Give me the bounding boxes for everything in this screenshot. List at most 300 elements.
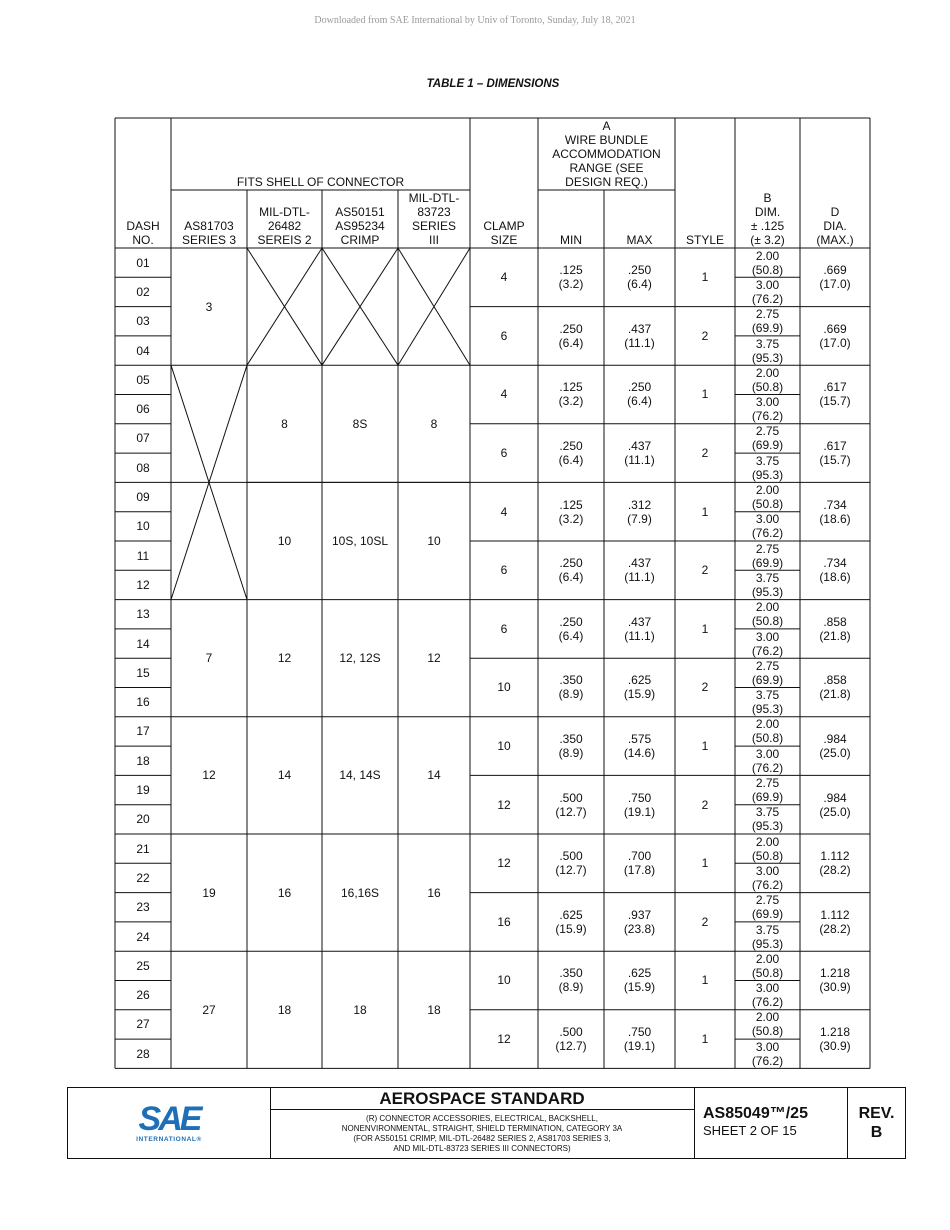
dash-number xyxy=(115,424,171,453)
style-value xyxy=(675,482,735,541)
cell-text: .500 xyxy=(559,849,583,864)
range-min xyxy=(538,365,604,424)
cell-text: 04 xyxy=(136,343,150,358)
cell-text: (76.2) xyxy=(751,643,784,658)
range-min xyxy=(538,834,604,893)
cell-text: (23.8) xyxy=(623,921,656,936)
cell-text: .625 xyxy=(627,673,652,688)
header-b-dim xyxy=(735,118,800,248)
cell-text: 1 xyxy=(701,387,709,402)
clamp-size xyxy=(470,248,538,307)
cell-text: (6.4) xyxy=(558,453,584,468)
header-as81703 xyxy=(171,190,247,248)
cell-text: 2.75 xyxy=(755,893,780,908)
cell-text: CLAMP xyxy=(483,219,525,233)
cell-text: 14, 14S xyxy=(339,768,381,783)
range-min xyxy=(538,248,604,307)
cell-text: 12 xyxy=(277,651,292,666)
cell-text: (28.2) xyxy=(819,921,851,936)
cell-text: (95.3) xyxy=(751,467,784,482)
range-min xyxy=(538,717,604,776)
cell-text: (18.6) xyxy=(819,511,851,526)
header-mil83723 xyxy=(398,190,470,248)
b-dim-short xyxy=(735,834,800,863)
cell-text: 12, 12S xyxy=(339,651,381,666)
cell-text: DASH xyxy=(126,219,160,233)
cell-text: 11 xyxy=(136,548,150,563)
cell-text: (69.9) xyxy=(751,672,784,687)
header-max xyxy=(604,190,675,248)
cell-text: 10 xyxy=(497,680,511,695)
range-min xyxy=(538,307,604,366)
cell-text: 4 xyxy=(500,504,508,519)
cell-text: (MAX.) xyxy=(816,233,854,247)
range-max xyxy=(604,600,675,659)
connector-as81703 xyxy=(171,248,247,365)
cell-text: 10 xyxy=(277,533,292,548)
b-dim-long xyxy=(735,863,800,892)
dash-number xyxy=(115,1039,171,1068)
b-dim-short xyxy=(735,541,800,570)
cell-text: (76.2) xyxy=(751,760,784,775)
cell-text: 3 xyxy=(205,299,213,314)
header-style xyxy=(675,118,735,248)
cell-text: 03 xyxy=(136,314,150,329)
dash-number xyxy=(115,893,171,922)
cell-text: (7.9) xyxy=(627,511,652,526)
cell-text: 3.75 xyxy=(755,922,780,937)
cell-text: .984 xyxy=(823,732,847,747)
range-min xyxy=(538,541,604,600)
connector-as50151 xyxy=(322,951,398,1068)
b-dim-short xyxy=(735,482,800,511)
cell-text: (50.8) xyxy=(751,497,784,512)
cell-text: ACCOMMODATION xyxy=(552,147,661,161)
cell-text: .669 xyxy=(823,263,847,278)
style-value xyxy=(675,365,735,424)
cell-text: (6.4) xyxy=(558,570,584,585)
cell-text: 27 xyxy=(202,1002,216,1017)
revision-value: B xyxy=(870,1124,883,1141)
cell-text: 3.00 xyxy=(755,395,780,410)
cell-text: (11.1) xyxy=(624,335,655,350)
cell-text: (17.0) xyxy=(819,277,851,292)
cell-text: (76.2) xyxy=(751,409,784,424)
connector-as50151 xyxy=(322,600,398,717)
cell-text: (50.8) xyxy=(751,614,784,629)
cell-text: 28 xyxy=(136,1046,150,1061)
b-dim-long xyxy=(735,395,800,424)
cell-text: (95.3) xyxy=(751,584,784,599)
range-max xyxy=(604,424,675,483)
b-dim-short xyxy=(735,893,800,922)
cell-text: 2 xyxy=(701,797,709,812)
cell-text: AS95234 xyxy=(335,219,385,233)
cell-text: 07 xyxy=(136,431,150,446)
cell-text: .312 xyxy=(627,497,652,512)
style-value xyxy=(675,307,735,366)
style-value xyxy=(675,600,735,659)
cell-text: (3.2) xyxy=(558,277,584,292)
clamp-size xyxy=(470,365,538,424)
cell-text: ± .125 xyxy=(750,219,785,233)
cell-text: A xyxy=(602,119,611,133)
sae-logo-mark: SAE xyxy=(138,1099,200,1138)
cell-text: 6 xyxy=(500,621,508,636)
cell-text: RANGE (SEE xyxy=(569,161,644,175)
connector-mil83723 xyxy=(398,834,470,951)
b-dim-short xyxy=(735,1010,800,1039)
dash-number xyxy=(115,336,171,365)
range-max xyxy=(604,717,675,776)
cell-text: 2.00 xyxy=(755,951,780,966)
cell-text: (50.8) xyxy=(751,379,784,394)
cell-text: (6.4) xyxy=(558,335,584,350)
cell-text: (50.8) xyxy=(751,731,784,746)
cell-text: .125 xyxy=(559,497,583,512)
b-dim-short xyxy=(735,307,800,336)
description-line: (R) CONNECTOR ACCESSORIES, ELECTRICAL, BACKSHELL, xyxy=(366,1114,598,1123)
range-min xyxy=(538,600,604,659)
cell-text: 3.00 xyxy=(755,277,780,292)
cell-text: .350 xyxy=(559,673,583,688)
cell-text: 6 xyxy=(500,446,508,461)
revision-label: REV. xyxy=(858,1105,895,1122)
cell-text: 2.00 xyxy=(755,834,780,849)
cell-text: 3.75 xyxy=(755,453,780,468)
b-dim-long xyxy=(735,746,800,775)
dash-number xyxy=(115,834,171,863)
d-dia-max xyxy=(800,717,870,776)
dash-number xyxy=(115,482,171,511)
cell-text: .858 xyxy=(823,673,847,688)
b-dim-long xyxy=(735,512,800,541)
connector-as81703 xyxy=(171,834,247,951)
cell-text: (76.2) xyxy=(751,1053,784,1068)
style-value xyxy=(675,717,735,776)
cell-text: 12 xyxy=(202,768,216,783)
cell-text: 23 xyxy=(136,900,150,915)
range-min xyxy=(538,658,604,717)
header-mil26482 xyxy=(247,190,322,248)
cell-text: 3.00 xyxy=(755,512,780,527)
b-dim-long xyxy=(735,453,800,482)
cell-text: MIN xyxy=(560,233,582,247)
d-dia-max xyxy=(800,248,870,307)
cell-text: 18 xyxy=(427,1002,441,1017)
cell-text: .250 xyxy=(559,556,583,571)
cell-text: 3.00 xyxy=(755,1039,780,1054)
cell-text: 6 xyxy=(500,563,508,578)
b-dim-long xyxy=(735,805,800,834)
cell-text: 2 xyxy=(701,446,709,461)
cell-text: .625 xyxy=(559,907,583,922)
cell-text: (6.4) xyxy=(627,277,652,292)
header-wire-bundle xyxy=(538,118,675,190)
style-value xyxy=(675,834,735,893)
sheet-number: SHEET 2 OF 15 xyxy=(703,1123,797,1138)
cell-text: 12 xyxy=(427,651,441,666)
cell-text: III xyxy=(428,233,439,247)
cell-text: (69.9) xyxy=(751,438,784,453)
b-dim-long xyxy=(735,1039,800,1068)
d-dia-max xyxy=(800,600,870,659)
dash-number xyxy=(115,951,171,980)
range-max xyxy=(604,775,675,834)
cell-text: 3.75 xyxy=(755,688,780,703)
range-max xyxy=(604,248,675,307)
dash-number xyxy=(115,746,171,775)
cell-text: .984 xyxy=(823,790,847,805)
cell-text: 16 xyxy=(427,885,441,900)
cell-text: 02 xyxy=(136,284,150,299)
cell-text: .575 xyxy=(627,732,652,747)
cell-text: 2.00 xyxy=(755,365,780,380)
cell-text: STYLE xyxy=(685,233,724,247)
cell-text: (69.9) xyxy=(751,907,784,922)
clamp-size xyxy=(470,482,538,541)
dash-number xyxy=(115,922,171,951)
cell-text: 4 xyxy=(500,387,508,402)
header-clamp-size xyxy=(470,118,538,248)
document-number-block xyxy=(694,1088,848,1158)
cell-text: 18 xyxy=(353,1002,367,1017)
dash-number xyxy=(115,453,171,482)
cell-text: 3.00 xyxy=(755,746,780,761)
clamp-size xyxy=(470,951,538,1010)
cell-text: 2.75 xyxy=(755,424,780,439)
cell-text: 12 xyxy=(497,797,511,812)
cell-text: (76.2) xyxy=(751,526,784,541)
cell-text: (8.9) xyxy=(558,687,584,702)
range-min xyxy=(538,893,604,952)
cell-text: 06 xyxy=(136,402,150,417)
cell-text: (15.9) xyxy=(555,921,587,936)
cell-text: (21.8) xyxy=(819,628,851,643)
cell-text: 14 xyxy=(427,768,441,783)
connector-mil83723 xyxy=(398,717,470,834)
dash-number xyxy=(115,658,171,687)
cell-text: .437 xyxy=(627,439,652,454)
clamp-size xyxy=(470,541,538,600)
cell-text: .250 xyxy=(559,321,583,336)
cell-text: CRIMP xyxy=(340,233,380,247)
b-dim-long xyxy=(735,981,800,1010)
d-dia-max xyxy=(800,951,870,1010)
cell-text: 19 xyxy=(136,783,150,798)
cell-text: AS81703 xyxy=(184,219,234,233)
cell-text: (69.9) xyxy=(751,790,784,805)
cell-text: .750 xyxy=(627,790,652,805)
cell-text: 19 xyxy=(202,885,216,900)
range-min xyxy=(538,482,604,541)
document-number: AS85049™/25 xyxy=(703,1105,808,1122)
cell-text: (11.1) xyxy=(624,628,655,643)
header-min xyxy=(538,190,604,248)
cell-text: 1.218 xyxy=(819,966,851,981)
clamp-size xyxy=(470,658,538,717)
download-watermark: Downloaded from SAE International by Univ of Toronto, Sunday, July 18, 2021 xyxy=(314,15,636,26)
clamp-size xyxy=(470,307,538,366)
title-block xyxy=(67,1087,906,1159)
clamp-size xyxy=(470,600,538,659)
cell-text: (17.0) xyxy=(819,335,851,350)
cell-text: .750 xyxy=(627,1025,652,1040)
connector-mil26482 xyxy=(247,482,322,599)
cell-text: .437 xyxy=(627,614,652,629)
d-dia-max xyxy=(800,307,870,366)
cell-text: 16 xyxy=(136,695,150,710)
cell-text: WIRE BUNDLE xyxy=(564,133,649,147)
cell-text: 10 xyxy=(497,973,511,988)
cell-text: (15.7) xyxy=(819,394,851,409)
clamp-size xyxy=(470,1010,538,1069)
dash-number xyxy=(115,717,171,746)
dash-number xyxy=(115,395,171,424)
d-dia-max xyxy=(800,893,870,952)
dash-number xyxy=(115,307,171,336)
b-dim-long xyxy=(735,336,800,365)
cell-text: 1 xyxy=(701,621,709,636)
cell-text: 8 xyxy=(430,416,438,431)
style-value xyxy=(675,541,735,600)
cell-text: 12 xyxy=(497,1032,511,1047)
cell-text: (69.9) xyxy=(751,321,784,336)
connector-mil83723 xyxy=(398,951,470,1068)
cell-text: SEREIS 2 xyxy=(257,233,312,247)
cell-text: 2 xyxy=(701,563,709,578)
dash-number xyxy=(115,981,171,1010)
cell-text: 13 xyxy=(136,607,150,622)
connector-mil83723 xyxy=(398,365,470,482)
cell-text: 18 xyxy=(277,1002,292,1017)
cell-text: DIM. xyxy=(754,205,781,219)
cell-text: .700 xyxy=(627,849,652,864)
cell-text: 24 xyxy=(136,929,150,944)
cell-text: (12.7) xyxy=(555,863,587,878)
connector-as50151 xyxy=(322,482,398,599)
cell-text: 3.75 xyxy=(755,336,780,351)
cell-text: .669 xyxy=(823,321,847,336)
cell-text: 1 xyxy=(701,270,709,285)
style-value xyxy=(675,658,735,717)
cell-text: 1.112 xyxy=(820,849,850,864)
cell-text: .625 xyxy=(627,966,652,981)
b-dim-short xyxy=(735,775,800,804)
cell-text: FITS SHELL OF CONNECTOR xyxy=(236,175,405,189)
cell-text: (69.9) xyxy=(751,555,784,570)
cell-text: .617 xyxy=(823,380,847,395)
cell-text: (95.3) xyxy=(751,702,784,717)
cell-text: D xyxy=(830,205,840,219)
table-title: TABLE 1 – DIMENSIONS xyxy=(426,78,560,90)
cell-text: B xyxy=(763,191,772,205)
cell-text: (8.9) xyxy=(558,746,584,761)
cell-text: 83723 xyxy=(417,205,451,219)
cell-text: 27 xyxy=(136,1017,150,1032)
cell-text: 21 xyxy=(136,841,150,856)
cell-text: (95.3) xyxy=(751,350,784,365)
dash-number xyxy=(115,277,171,306)
cell-text: NO. xyxy=(132,233,154,247)
cell-text: 2 xyxy=(701,328,709,343)
sae-logo-subtitle: INTERNATIONAL® xyxy=(136,1135,202,1143)
header-d-dia xyxy=(800,118,870,248)
connector-as81703 xyxy=(171,951,247,1068)
cell-text: 2.00 xyxy=(755,600,780,615)
style-value xyxy=(675,248,735,307)
cell-text: AS50151 xyxy=(335,205,385,219)
cell-text: 10 xyxy=(427,533,441,548)
cell-text: (17.8) xyxy=(623,863,656,878)
cell-text: (76.2) xyxy=(751,995,784,1010)
cell-text: 10 xyxy=(136,519,150,534)
b-dim-long xyxy=(735,922,800,951)
cell-text: 3.00 xyxy=(755,981,780,996)
cell-text: .734 xyxy=(823,497,847,512)
cell-text: .858 xyxy=(823,614,847,629)
dash-number xyxy=(115,629,171,658)
clamp-size xyxy=(470,834,538,893)
connector-as50151 xyxy=(322,365,398,482)
d-dia-max xyxy=(800,1010,870,1069)
cell-text: (76.2) xyxy=(751,291,784,306)
title-block-description xyxy=(270,1088,695,1158)
cell-text: 16 xyxy=(277,885,292,900)
b-dim-short xyxy=(735,717,800,746)
dash-number xyxy=(115,863,171,892)
b-dim-short xyxy=(735,248,800,277)
cell-text: .125 xyxy=(559,380,583,395)
cell-text: 12 xyxy=(136,577,150,592)
cell-text: 1 xyxy=(701,739,709,754)
cell-text: 12 xyxy=(497,856,511,871)
dash-number xyxy=(115,541,171,570)
b-dim-short xyxy=(735,424,800,453)
cell-text: (14.6) xyxy=(623,746,656,761)
b-dim-long xyxy=(735,688,800,717)
cell-text: 8 xyxy=(281,416,288,431)
cell-text: 2.75 xyxy=(755,541,780,556)
cell-text: 6 xyxy=(500,328,508,343)
connector-mil26482 xyxy=(247,717,322,834)
dash-number xyxy=(115,570,171,599)
revision-block xyxy=(848,1088,905,1158)
cell-text: (21.8) xyxy=(819,687,851,702)
cell-text: 14 xyxy=(277,768,292,783)
cell-text: .437 xyxy=(627,321,652,336)
cell-text: 8S xyxy=(352,416,368,431)
cell-text: (3.2) xyxy=(558,394,584,409)
cell-text: (15.7) xyxy=(819,453,851,468)
cell-text: MIL-DTL- xyxy=(408,191,460,205)
cell-text: (95.3) xyxy=(751,936,784,951)
dash-number xyxy=(115,1010,171,1039)
range-min xyxy=(538,1010,604,1069)
cell-text: .350 xyxy=(559,732,583,747)
cell-text: (12.7) xyxy=(555,804,587,819)
d-dia-max xyxy=(800,424,870,483)
clamp-size xyxy=(470,717,538,776)
cell-text: SERIES 3 xyxy=(181,233,237,247)
cell-text: 2.75 xyxy=(755,658,780,673)
cell-text: 2.75 xyxy=(755,307,780,322)
connector-mil83723 xyxy=(398,482,470,599)
dash-number xyxy=(115,512,171,541)
cell-text: 08 xyxy=(136,460,150,475)
cell-text: DIA. xyxy=(823,219,847,233)
cell-text: 17 xyxy=(136,724,150,739)
